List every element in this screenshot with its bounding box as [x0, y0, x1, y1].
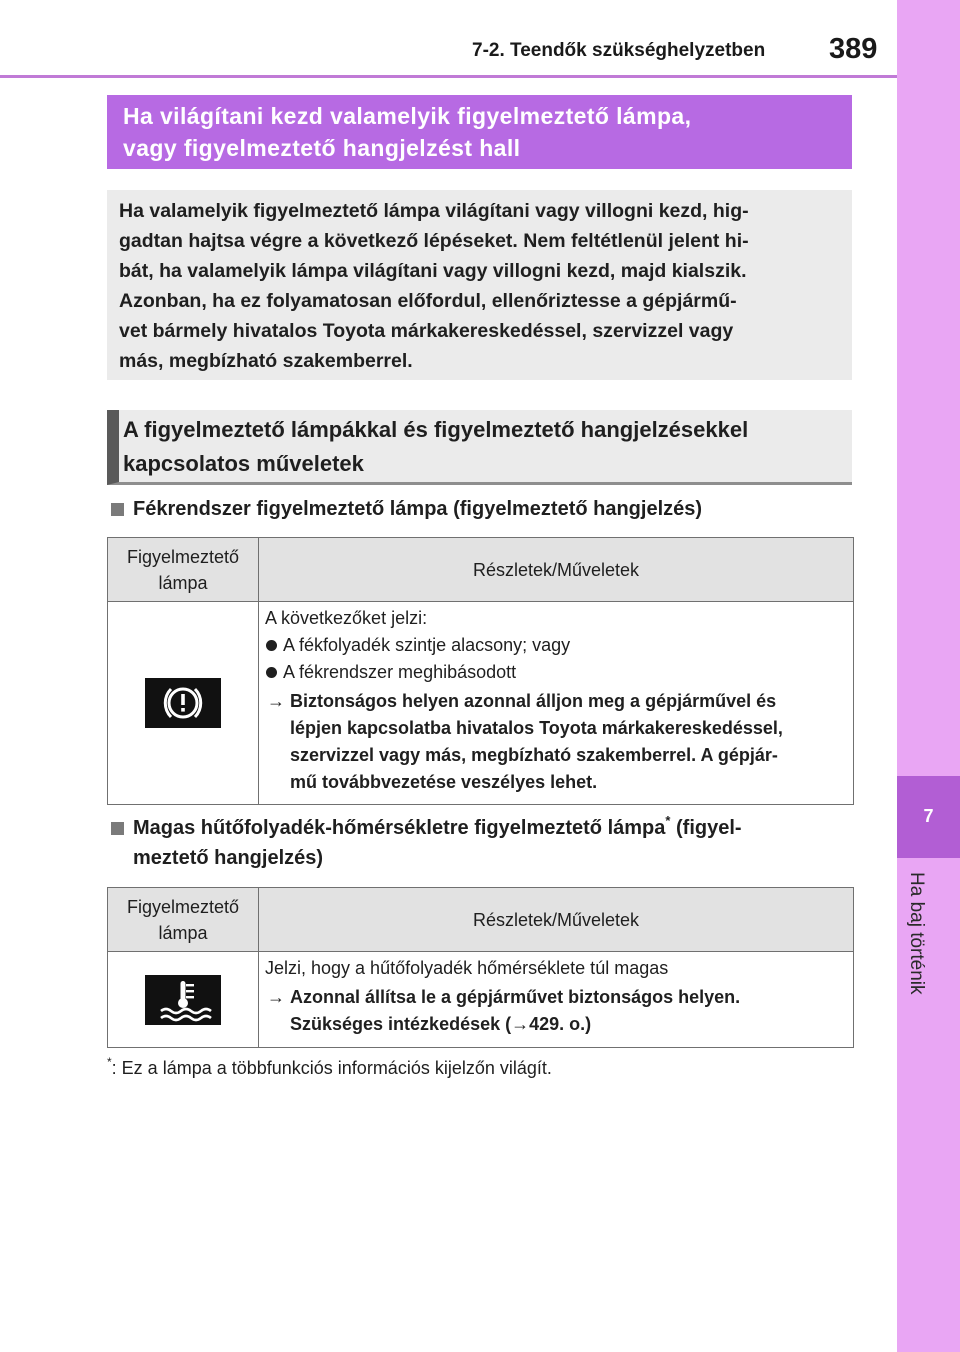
table-header-lamp	[108, 538, 259, 602]
subheading-text: Magas hűtőfolyadék-hőmérsékletre figyelmeztető lámpa	[133, 817, 666, 839]
action-line: szervizzel vagy más, megbízható szakemberrel. A gépjár-	[290, 745, 778, 765]
action-instruction	[265, 688, 847, 796]
intro-line: vet bármely hivatalos Toyota márkakereskedéssel, szervizzel vagy	[119, 320, 734, 342]
action-instruction	[265, 984, 847, 1038]
intro-line: Azonban, ha ez folyamatosan előfordul, ellenőriztesse a gépjármű-	[119, 290, 737, 312]
brake-subheading	[107, 494, 852, 524]
subheading-text: (figyel-	[670, 817, 742, 839]
list-item	[265, 659, 847, 686]
description-text: Jelzi, hogy a hűtőfolyadék hőmérséklete túl magas	[265, 958, 669, 978]
brake-warning-icon	[145, 678, 221, 728]
section-heading	[107, 410, 852, 485]
action-line: mű továbbvezetése veszélyes lehet.	[290, 772, 598, 792]
action-line: lépjen kapcsolatba hivatalos Toyota márkakereskedéssel,	[290, 718, 783, 738]
coolant-warning-table	[107, 887, 854, 1048]
coolant-temperature-icon	[145, 975, 221, 1025]
arrow-right-icon: →	[267, 691, 285, 711]
table-header-lamp	[108, 888, 259, 952]
coolant-subheading-text	[133, 813, 833, 873]
chapter-number-box	[897, 776, 960, 858]
page-number: 389	[829, 33, 878, 65]
action-line: Azonnal állítsa le a gépjárművet biztonságos helyen.	[290, 987, 741, 1007]
coolant-description-cell	[259, 952, 854, 1048]
square-bullet-icon	[111, 503, 124, 516]
chapter-number: 7	[923, 806, 934, 826]
brake-description-cell	[259, 602, 854, 805]
intro-box	[107, 190, 852, 380]
bullet-dot-icon	[266, 667, 277, 678]
list-item-text: A fékfolyadék szintje alacsony; vagy	[283, 635, 571, 655]
action-line: Biztonságos helyen azonnal álljon meg a gépjárművel és	[290, 691, 777, 711]
chapter-side-tab	[897, 0, 960, 1352]
brake-warning-table	[107, 537, 854, 805]
action-line	[290, 1011, 847, 1038]
header-text: lámpa	[158, 922, 208, 943]
header-text: Figyelmeztető	[126, 896, 240, 917]
lamp-icon-cell	[108, 602, 259, 805]
list-item	[265, 632, 847, 659]
page-header	[0, 0, 897, 78]
coolant-subheading	[107, 813, 852, 873]
arrow-right-icon: →	[267, 987, 285, 1007]
brake-subheading-text: Fékrendszer figyelmeztető lámpa (figyelmeztető hangjelzés)	[133, 498, 703, 520]
section-heading-line: kapcsolatos műveletek	[123, 451, 364, 476]
bullet-dot-icon	[266, 640, 277, 651]
lamp-icon-cell	[108, 952, 259, 1048]
footnote	[107, 1055, 552, 1079]
header-section-title: 7-2. Teendők szükséghelyzetben	[472, 40, 766, 61]
main-title-line: Ha világítani kezd valamelyik figyelmeztető lámpa,	[123, 103, 692, 129]
intro-line: gadtan hajtsa végre a következő lépéseket. Nem feltétlenül jelent hi-	[119, 230, 749, 252]
table-header-details: Részletek/Műveletek	[259, 538, 854, 602]
table-header-details: Részletek/Műveletek	[259, 888, 854, 952]
intro-line: bát, ha valamelyik lámpa világítani vagy villogni kezd, majd kialszik.	[119, 260, 747, 282]
table-row	[108, 602, 854, 805]
page-reference-link[interactable]: 429. o.)	[529, 1014, 592, 1034]
section-heading-line: A figyelmeztető lámpákkal és figyelmeztető hangjelzésekkel	[123, 417, 749, 442]
intro-line: más, megbízható szakemberrel.	[119, 350, 413, 372]
header-text: lámpa	[158, 572, 208, 593]
intro-line: Ha valamelyik figyelmeztető lámpa világítani vagy villogni kezd, hig-	[119, 200, 749, 222]
action-text: Szükséges intézkedések (	[290, 1014, 512, 1034]
footnote-mark: *	[107, 1055, 112, 1069]
table-header-row	[108, 538, 854, 602]
table-header-row	[108, 888, 854, 952]
subheading-text: meztető hangjelzés)	[133, 847, 324, 869]
table-row	[108, 952, 854, 1048]
footnote-mark: *	[665, 813, 671, 828]
list-item-text: A fékrendszer meghibásodott	[283, 662, 517, 682]
chapter-title: Ha baj történik	[906, 872, 927, 995]
square-bullet-icon	[111, 822, 124, 835]
description-intro: A következőket jelzi:	[265, 608, 428, 628]
header-text: Figyelmeztető	[126, 546, 240, 567]
arrow-right-icon: →	[511, 1014, 530, 1034]
footnote-text: : Ez a lámpa a többfunkciós információs kijelzőn világít.	[111, 1058, 552, 1078]
main-title	[107, 95, 852, 169]
main-title-line: vagy figyelmeztető hangjelzést hall	[123, 135, 521, 161]
